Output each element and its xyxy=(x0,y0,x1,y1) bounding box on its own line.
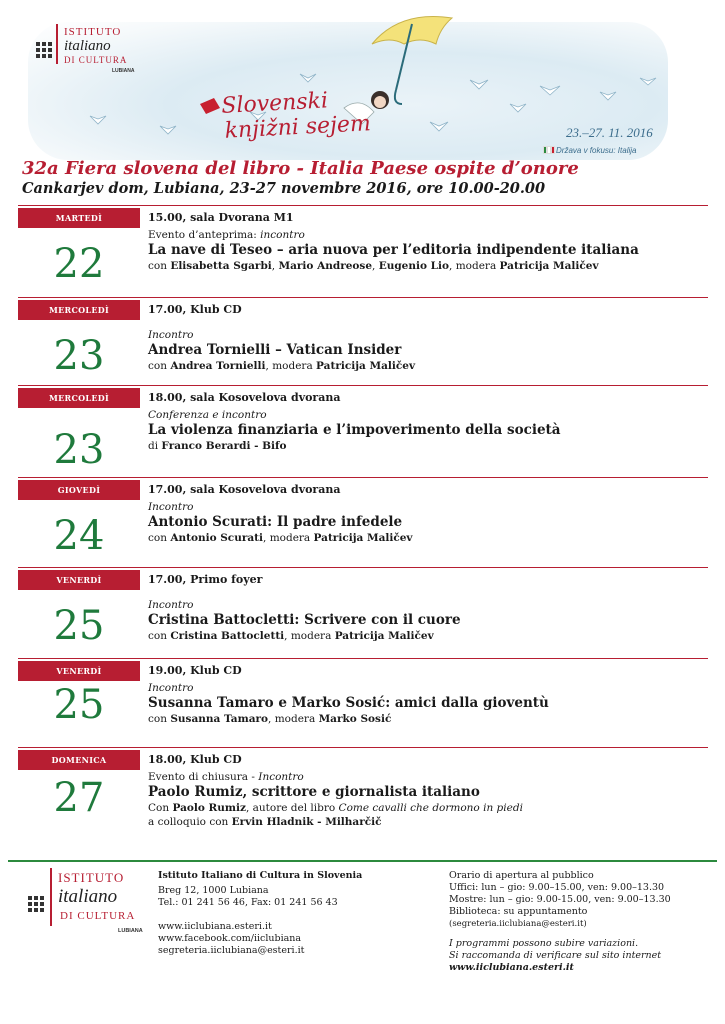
event-title: Andrea Tornielli – Vatican Insider xyxy=(148,342,402,358)
event-type: Incontro xyxy=(148,501,194,513)
event-divider xyxy=(18,297,708,298)
event-title: Antonio Scurati: Il padre infedele xyxy=(148,514,403,530)
event-participants: con Andrea Tornielli, modera Patricija Maličev xyxy=(148,360,416,372)
footer-address: Breg 12, 1000 Lubiana xyxy=(158,885,269,896)
event-participants: Con Paolo Rumiz, autore del libro Come cavalli che dormono in piedi xyxy=(148,802,523,814)
logo-text-istituto: ISTITUTO xyxy=(64,26,122,38)
logo-text-lubiana: LUBIANA xyxy=(118,928,143,934)
footer-facebook-link[interactable]: www.facebook.com/iiclubiana xyxy=(158,933,302,944)
logo-text-istituto: ISTITUTO xyxy=(58,870,125,885)
hours-title: Orario di apertura al pubblico xyxy=(449,870,594,881)
event-day-number: 25 xyxy=(53,603,105,649)
logo-text-cultura: DI CULTURA xyxy=(64,55,128,65)
institute-logo-footer xyxy=(22,866,142,938)
event-divider xyxy=(18,567,708,568)
event-participants: di Franco Berardi - Bifo xyxy=(148,440,287,452)
logo-text-italiano: italiano xyxy=(64,38,111,54)
event-day-label: MERCOLEDÌ xyxy=(18,300,140,320)
page-subtitle: Cankarjev dom, Lubiana, 23-27 novembre 2016, ore 10.00-20.00 xyxy=(22,180,546,197)
event-day-label: MARTEDÌ xyxy=(18,208,140,228)
event-divider xyxy=(18,205,708,206)
footer-email-link[interactable]: segreteria.iiclubiana@esteri.it xyxy=(158,945,305,956)
event-divider xyxy=(18,747,708,748)
event-divider xyxy=(18,658,708,659)
event-details xyxy=(148,570,708,643)
footer-note-site-link[interactable]: www.iiclubiana.esteri.it xyxy=(449,962,574,973)
event-divider xyxy=(18,385,708,386)
event-day-label: DOMENICA xyxy=(18,750,140,770)
event-time-venue: 17.00, Primo foyer xyxy=(148,573,263,586)
hours-library: Biblioteca: su appuntamento xyxy=(449,906,588,917)
logo-text-lubiana: LUBIANA xyxy=(112,68,135,74)
logo-dots xyxy=(36,42,52,58)
fair-focus-country: Država v fokusu: Italija xyxy=(556,146,637,155)
event-details xyxy=(148,661,708,726)
event-time-venue: 19.00, Klub CD xyxy=(148,664,242,677)
footer-note-variations: I programmi possono subire variazioni. xyxy=(449,938,639,949)
event-day-number: 25 xyxy=(53,682,105,728)
event-type: Evento d’anteprima: incontro xyxy=(148,229,305,241)
header-banner xyxy=(0,0,725,162)
event-type: Conferenza e incontro xyxy=(148,409,267,421)
event-details xyxy=(148,750,708,829)
event-participants: con Susanna Tamaro, modera Marko Sosić xyxy=(148,713,392,725)
event-title: Cristina Battocletti: Scrivere con il cuore xyxy=(148,612,461,628)
footer-phone: Tel.: 01 241 56 46, Fax: 01 241 56 43 xyxy=(158,897,338,908)
institute-logo xyxy=(32,20,142,76)
event-day-label: VENERDÌ xyxy=(18,661,140,681)
event-day-number: 23 xyxy=(53,427,105,473)
event-time-venue: 15.00, sala Dvorana M1 xyxy=(148,211,294,224)
event-day-number: 22 xyxy=(53,241,105,287)
event-day-number: 24 xyxy=(53,513,105,559)
logo-text-cultura: DI CULTURA xyxy=(60,910,136,922)
page-title: 32a Fiera slovena del libro - Italia Paese ospite d’onore xyxy=(22,158,579,179)
event-time-venue: 18.00, sala Kosovelova dvorana xyxy=(148,391,341,404)
event-details xyxy=(148,300,708,373)
footer-divider xyxy=(8,860,717,862)
event-type: Evento di chiusura - Incontro xyxy=(148,771,304,783)
event-title: La nave di Teseo – aria nuova per l’editoria indipendente italiana xyxy=(148,242,639,258)
event-title: Paolo Rumiz, scrittore e giornalista italiano xyxy=(148,784,480,800)
footer-opening-hours xyxy=(449,870,714,974)
event-day-label: VENERDÌ xyxy=(18,570,140,590)
event-type: Incontro xyxy=(148,682,194,694)
footer-note-verify: Si raccomanda di verificare sul sito internet xyxy=(449,950,662,961)
logo-dots xyxy=(28,896,44,912)
hours-offices: Uffici: lun – gio: 9.00–15.00, ven: 9.00–13.30 xyxy=(449,882,665,893)
fair-dates: 23.–27. 11. 2016 xyxy=(566,125,653,140)
event-participants: con Antonio Scurati, modera Patricija Maličev xyxy=(148,532,413,544)
event-details xyxy=(148,208,708,273)
event-type: Incontro xyxy=(148,599,194,611)
event-day-number: 23 xyxy=(53,333,105,379)
fair-logo-title: Slovenski knjižni sejem xyxy=(220,88,372,144)
event-day-label: MERCOLEDÌ xyxy=(18,388,140,408)
hours-exhibitions: Mostre: lun – gio: 9.00-15.00, ven: 9.00–13.30 xyxy=(449,894,671,905)
event-participants: con Cristina Battocletti, modera Patricija Maličev xyxy=(148,630,434,642)
event-title: La violenza finanziaria e l’impoverimento della società xyxy=(148,422,561,438)
footer-website-link[interactable]: www.iiclubiana.esteri.it xyxy=(158,921,272,932)
logo-text-italiano: italiano xyxy=(58,886,118,907)
event-type: Incontro xyxy=(148,329,194,341)
event-details xyxy=(148,388,708,453)
event-day-number: 27 xyxy=(53,775,105,821)
italy-flag-icon xyxy=(543,146,555,154)
event-time-venue: 17.00, Klub CD xyxy=(148,303,242,316)
event-title: Susanna Tamaro e Marko Sosić: amici dalla gioventù xyxy=(148,695,549,711)
footer-org-name: Istituto Italiano di Cultura in Slovenia xyxy=(158,870,363,881)
hours-library-email: (segreteria.iiclubiana@esteri.it) xyxy=(449,919,587,929)
event-divider xyxy=(18,477,708,478)
event-participants: con Elisabetta Sgarbi, Mario Andreose, Eugenio Lio, modera Patricija Maličev xyxy=(148,260,599,272)
footer-contacts xyxy=(158,870,428,957)
event-day-label: GIOVEDÌ xyxy=(18,480,140,500)
event-details xyxy=(148,480,708,545)
event-time-venue: 17.00, sala Kosovelova dvorana xyxy=(148,483,341,496)
event-moderator: a colloquio con Ervin Hladnik - Milharčič xyxy=(148,816,382,828)
event-time-venue: 18.00, Klub CD xyxy=(148,753,242,766)
